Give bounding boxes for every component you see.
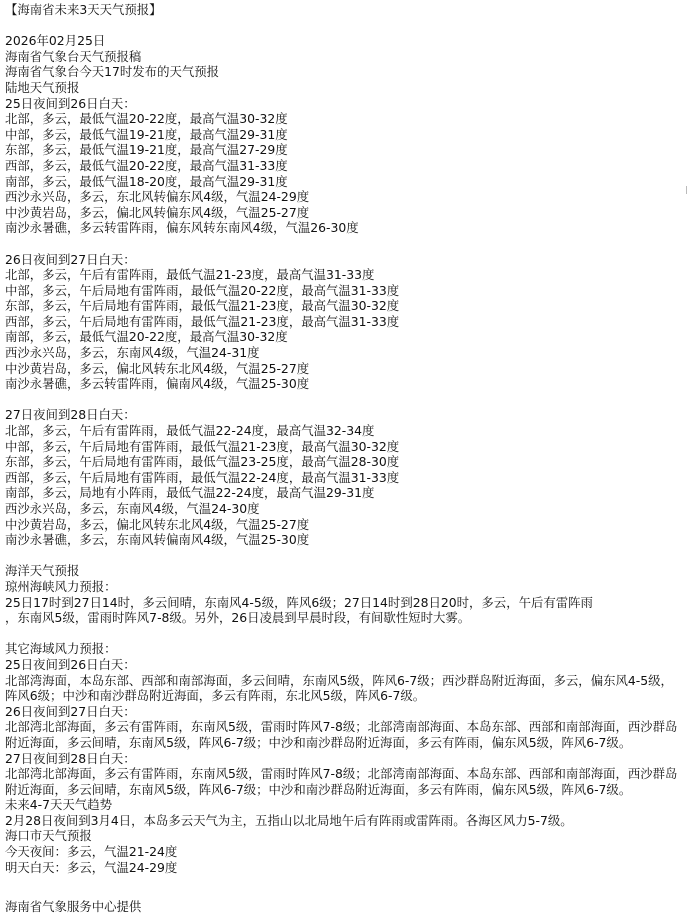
forecast-line: 北部，多云，午后有雷阵雨，最低气温22-24度，最高气温32-34度 <box>5 423 375 439</box>
forecast-line: 西部，多云，午后局地有雷阵雨，最低气温21-23度，最高气温31-33度 <box>5 313 400 329</box>
forecast-line: 南沙永暑礁，多云转雷阵雨，偏南风4级，气温25-30度 <box>5 376 310 392</box>
forecast-line: 西沙永兴岛，多云，东北风转偏东风4级，气温24-29度 <box>5 189 310 205</box>
spacer <box>5 548 690 564</box>
haikou-tomorrow: 明天白天：多云，气温24-29度 <box>5 859 178 875</box>
forecast-line: 中沙黄岩岛，多云，偏北风转东北风4级，气温25-27度 <box>5 360 310 376</box>
forecast-line: 东部，多云，午后局地有雷阵雨，最低气温21-23度，最高气温30-32度 <box>5 298 400 314</box>
trend-text: 2月28日夜间到3月4日，本岛多云天气为主，五指山以北局地午后有阵雨或雷阵雨。各海区风力5-7级。 <box>5 812 573 828</box>
haikou-forecast-heading: 海口市天气预报 <box>5 828 92 844</box>
forecast-line: 南沙永暑礁，多云转雷阵雨，偏东风转东南风4级，气温26-30度 <box>5 220 359 236</box>
spacer <box>5 18 690 34</box>
strait-forecast-heading: 琼州海峡风力预报： <box>5 578 117 594</box>
spacer <box>5 626 690 642</box>
forecast-line: 西沙永兴岛，多云，东南风4级，气温24-30度 <box>5 501 260 516</box>
sea-period-heading: 27日夜间到28日白天： <box>5 750 136 766</box>
forecast-line: 南部，多云，最低气温20-22度，最高气温30-32度 <box>5 329 288 345</box>
period-heading: 26日夜间到27日白天： <box>5 251 136 267</box>
forecast-line: 中部，多云，午后局地有雷阵雨，最低气温20-22度，最高气温31-33度 <box>5 282 400 298</box>
sea-forecast-text: 北部湾北部海面，多云有雷阵雨，东南风5级，雷雨时阵风7-8级；北部湾南部海面、本岛东部、西部和南部海面，西沙群岛附近海面，多云间晴，东南风5级，阵风6-7级；中沙和南沙群岛附近海面，多云有阵雨，偏东风5级，阵风6-7级。 <box>5 766 678 797</box>
forecast-line: 南部，多云，局地有小阵雨，最低气温22-24度，最高气温29-31度 <box>5 485 375 501</box>
strait-forecast-line: ，东南风5级，雷雨时阵风7-8级。另外，26日凌晨到早晨时段，有间歇性短时大雾。 <box>5 610 471 626</box>
strait-forecast-line: 25日17时到27日14时，多云间晴，东南风4-5级，阵风6级；27日14时到28日20时，多云，午后有雷阵雨 <box>5 594 593 610</box>
marine-forecast-heading: 海洋天气预报 <box>5 563 80 579</box>
sea-period-heading: 25日夜间到26日白天： <box>5 656 136 672</box>
land-forecast-heading: 陆地天气预报 <box>5 79 80 95</box>
forecast-line: 北部，多云，最低气温20-22度，最高气温30-32度 <box>5 111 288 127</box>
edge-tick-mark <box>686 186 690 194</box>
other-seas-heading: 其它海域风力预报： <box>5 641 117 657</box>
sea-period-heading: 26日夜间到27日白天： <box>5 703 136 719</box>
sea-forecast-text: 北部湾海面，本岛东部、西部和南部海面，多云间晴，东南风5级，阵风6-7级；西沙群岛附近海面，多云，偏东风4-5级，阵风6级；中沙和南沙群岛附近海面，多云有阵雨，东北风5级，阵风6-7级。 <box>5 672 673 704</box>
period-heading: 25日夜间到26日白天： <box>5 95 136 111</box>
forecast-line: 中部，多云，最低气温19-21度，最高气温29-31度 <box>5 126 288 142</box>
spacer <box>5 392 690 408</box>
issue-date: 2026年02月25日 <box>5 33 106 49</box>
haikou-tonight: 今天夜间：多云，气温21-24度 <box>5 844 178 860</box>
forecast-line: 中沙黄岩岛，多云，偏北风转东北风4级，气温25-27度 <box>5 516 310 532</box>
footer-credit: 海南省气象服务中心提供 <box>5 899 142 915</box>
document-title: 【海南省未来3天天气预报】 <box>5 2 162 17</box>
issuer-line: 海南省气象台天气预报稿 <box>5 48 142 64</box>
forecast-line: 西沙永兴岛，多云，东南风4级，气温24-31度 <box>5 345 260 361</box>
forecast-line: 东部，多云，最低气温19-21度，最高气温27-29度 <box>5 142 288 158</box>
forecast-line: 南沙永暑礁，多云，东南风转偏南风4级，气温25-30度 <box>5 532 310 548</box>
forecast-line: 中沙黄岩岛，多云，偏北风转偏东风4级，气温25-27度 <box>5 204 310 220</box>
forecast-line: 东部，多云，午后局地有雷阵雨，最低气温23-25度，最高气温28-30度 <box>5 454 400 470</box>
spacer <box>5 875 690 899</box>
forecast-line: 西部，多云，午后局地有雷阵雨，最低气温22-24度，最高气温31-33度 <box>5 469 400 485</box>
sea-forecast-text: 北部湾北部海面，多云有雷阵雨，东南风5级，雷雨时阵风7-8级；北部湾南部海面、本岛东部、西部和南部海面，西沙群岛附近海面，多云间晴，东南风5级，阵风6-7级；中沙和南沙群岛附近海面，多云有阵雨，偏东风5级，阵风6-7级。 <box>5 719 678 750</box>
forecast-line: 南部，多云，最低气温18-20度，最高气温29-31度 <box>5 173 288 189</box>
period-heading: 27日夜间到28日白天： <box>5 407 136 423</box>
forecast-line: 北部，多云，午后有雷阵雨，最低气温21-23度，最高气温31-33度 <box>5 267 375 283</box>
forecast-line: 中部，多云，午后局地有雷阵雨，最低气温21-23度，最高气温30-32度 <box>5 438 400 454</box>
release-line: 海南省气象台今天17时发布的天气预报 <box>5 64 220 80</box>
forecast-line: 西部，多云，最低气温20-22度，最高气温31-33度 <box>5 157 288 173</box>
spacer <box>5 236 690 252</box>
trend-heading: 未来4-7天天气趋势 <box>5 797 112 813</box>
